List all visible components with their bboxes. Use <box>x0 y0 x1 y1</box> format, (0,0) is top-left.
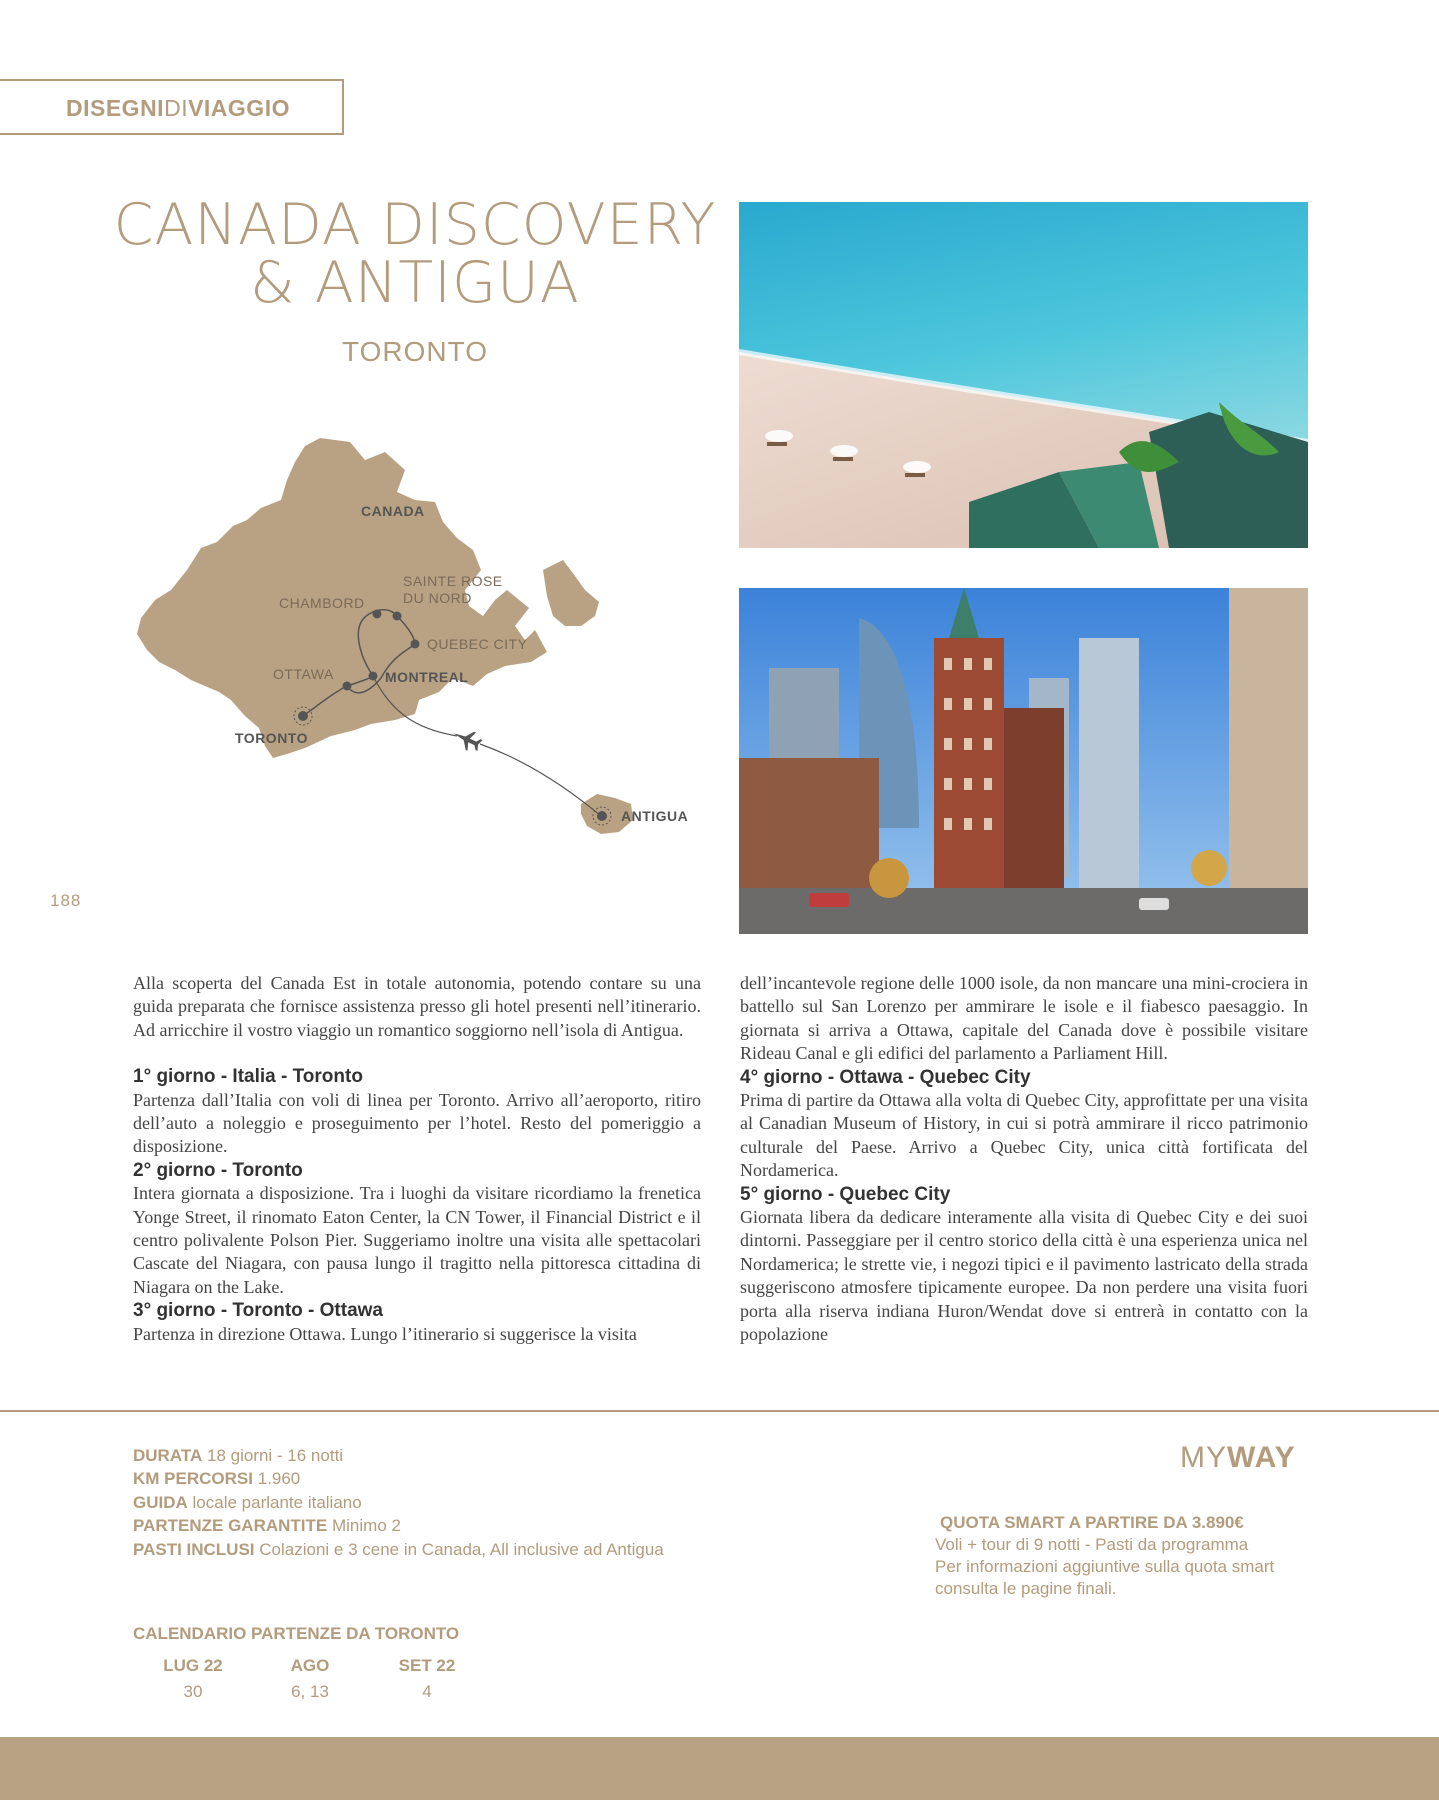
day-1-title: 1° giorno - Italia - Toronto <box>133 1066 363 1088</box>
info-guida-value: locale parlante italiano <box>192 1492 362 1512</box>
toronto-street-photo <box>739 588 1308 934</box>
calendar-month <box>265 1656 355 1702</box>
day-3-text-a: Partenza in direzione Ottawa. Lungo l’itinerario si suggerisce la visita <box>133 1323 637 1344</box>
route-map <box>135 430 735 850</box>
page-title <box>100 192 730 316</box>
day-4-title: 4° giorno - Ottawa - Quebec City <box>740 1066 1031 1088</box>
body-column-right <box>740 972 1308 1347</box>
brand-part-2: DI <box>164 95 189 121</box>
map-point-chambord <box>373 610 382 619</box>
quota-line-2: Per informazioni aggiuntive sulla quota smart consulta le pagine finali. <box>935 1557 1275 1598</box>
brand-box <box>0 79 344 135</box>
day-2-text: Intera giornata a disposizione. Tra i luoghi da visitare ricordiamo la frenetica Yonge Street, il rinomato Eaton Center, la CN Tower, il Financial District e il centro polivalente Polson Pier. Suggeriamo inoltre una visita alle spettacolari Cascate del Niagara, con pausa lungo il tragitto nella pittoresca cittadina di Niagara on the Lake. <box>133 1183 701 1297</box>
calendar-month-label: SET 22 <box>398 1656 456 1675</box>
map-label-chambord: CHAMBORD <box>279 595 365 611</box>
map-point-montreal <box>369 672 378 681</box>
map-label-canada: CANADA <box>361 503 425 519</box>
calendar-month <box>148 1656 238 1702</box>
calendar-month-days: 6, 13 <box>291 1682 329 1701</box>
info-durata-value: 18 giorni - 16 notti <box>206 1446 344 1465</box>
info-guida-label: GUIDA <box>133 1492 188 1512</box>
info-partenze-value: Minimo 2 <box>331 1516 401 1536</box>
map-label-montreal: MONTREAL <box>385 669 469 685</box>
map-point-antigua <box>597 811 607 821</box>
day-3-title: 3° giorno - Toronto - Ottawa <box>133 1300 383 1322</box>
footer-band <box>0 1737 1439 1800</box>
info-partenze-label: PARTENZE GARANTITE <box>133 1516 328 1536</box>
page-number: 188 <box>50 891 82 910</box>
map-point-toronto <box>298 711 308 721</box>
beach-photo <box>739 202 1308 548</box>
newfoundland-landmass <box>543 560 599 626</box>
day-2-title: 2° giorno - Toronto <box>133 1159 303 1181</box>
page-subtitle: TORONTO <box>342 336 488 367</box>
info-pasti-label: PASTI INCLUSI <box>133 1539 255 1559</box>
title-line-2: & ANTIGUA <box>250 250 580 316</box>
info-pasti <box>133 1538 713 1561</box>
quota-headline: QUOTA SMART A PARTIRE DA 3.890€ <box>940 1513 1244 1532</box>
map-label-antigua: ANTIGUA <box>621 808 689 824</box>
map-label-ottawa: OTTAWA <box>273 666 334 682</box>
calendar-month <box>382 1656 472 1702</box>
day-4-text: Prima di partire da Ottawa alla volta di Quebec City, approfittate per una visita al Canadian Museum of History, in cui si potrà ammirare il ricco patrimonio culturale del Paese. Arrivo a Quebec City, unica città fortificata del Nordamerica. <box>740 1090 1308 1181</box>
calendar-month-label: LUG 22 <box>163 1656 223 1675</box>
myway-part-1: MY <box>1180 1441 1227 1474</box>
calendar-month-label: AGO <box>290 1656 330 1675</box>
body-column-left <box>133 972 701 1346</box>
info-partenze <box>133 1514 713 1537</box>
info-pasti-value: Colazioni e 3 cene in Canada, All inclusive ad Antigua <box>259 1539 664 1559</box>
section-divider <box>0 1410 1439 1412</box>
info-durata <box>133 1444 713 1467</box>
map-point-sainte-rose <box>393 612 402 621</box>
calendar-month-days: 30 <box>183 1682 203 1701</box>
intro-paragraph: Alla scoperta del Canada Est in totale autonomia, potendo contare su una guida preparata che fornisce assistenza presso gli hotel presenti nell’itinerario. Ad arricchire il vostro viaggio un romantico soggiorno nell’isola di Antigua. <box>133 973 701 1040</box>
day-5-title: 5° giorno - Quebec City <box>740 1183 951 1205</box>
info-km-label: KM PERCORSI <box>133 1469 253 1489</box>
map-label-sainte-rose-1: SAINTE ROSE <box>403 573 503 589</box>
day-3-text-b: dell’incantevole regione delle 1000 isole, da non mancare una mini-crociera in battello sul San Lorenzo per ammirare le isole e il fiabesco paesaggio. In giornata si arriva a Ottawa, capitale del Canada dove è possibile visitare Rideau Canal e gli edifici del parlamento a Parliament Hill. <box>740 973 1308 1064</box>
myway-logo <box>1180 1441 1296 1475</box>
brand-part-3: VIAGGIO <box>188 95 290 121</box>
map-label-quebec: QUEBEC CITY <box>427 636 528 652</box>
day-1-text: Partenza dall’Italia con voli di linea per Toronto. Arrivo all’aeroporto, ritiro dell’auto a noleggio e proseguimento per l’hotel. Resto del pomeriggio a disposizione. <box>133 1089 701 1157</box>
day-5-text: Giornata libera da dedicare interamente alla visita di Quebec City e dei suoi dintorni. Passeggiare per il centro storico della città è una esperienza unica nel Nordamerica; le strette vie, i negozi tipici e il pavimento lastricato della strada suggeriscono atmosfere tipicamente europee. Da non perdere una visita fuori porta alla riserva indiana Huron/Wendat dove si entrerà in contatto con la popolazione <box>740 1207 1308 1345</box>
title-line-1: CANADA DISCOVERY <box>113 192 717 258</box>
info-km-value: 1.960 <box>257 1469 301 1489</box>
info-durata-label: DURATA <box>133 1446 203 1465</box>
map-label-sainte-rose-2: DU NORD <box>403 590 472 606</box>
calendar-month-days: 4 <box>422 1682 432 1701</box>
quota-line-1: Voli + tour di 9 notti - Pasti da programma <box>935 1535 1249 1554</box>
map-point-ottawa <box>343 682 352 691</box>
price-box <box>935 1512 1295 1600</box>
plane-icon <box>449 724 484 754</box>
trip-info <box>133 1444 713 1561</box>
brand-part-1: DISEGNI <box>66 95 165 121</box>
brand-logo-text <box>66 95 290 122</box>
map-label-toronto: TORONTO <box>235 730 308 746</box>
info-km <box>133 1467 713 1490</box>
calendar-title: CALENDARIO PARTENZE DA TORONTO <box>133 1624 460 1643</box>
map-point-quebec <box>411 640 420 649</box>
myway-part-2: WAY <box>1227 1441 1296 1474</box>
info-guida <box>133 1491 713 1514</box>
